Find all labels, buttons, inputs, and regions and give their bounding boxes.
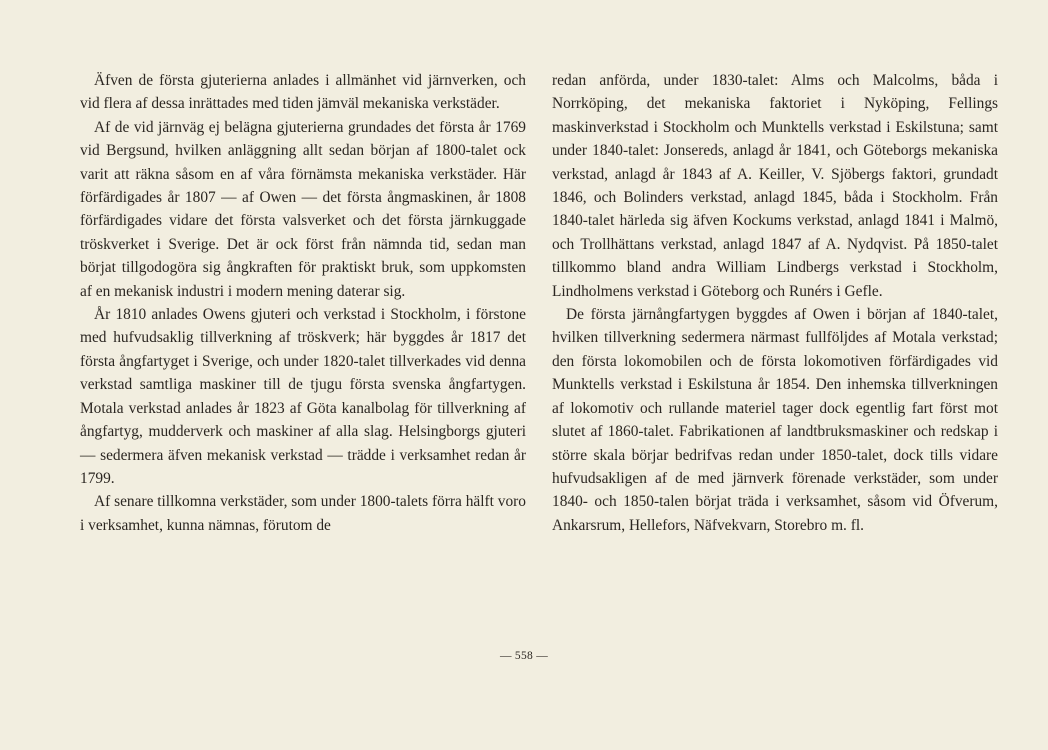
paragraph: Äfven de första gjuterierna anlades i allmänhet vid järnverken, och vid flera af dessa inrättades med tiden jämväl mekaniska verkstäder.: [80, 72, 526, 113]
right-column: [552, 69, 998, 537]
paragraph-continuation: redan anförda, under 1830-talet: Alms och Malcolms, båda i Norrköping, det mekaniska faktoriet i Nyköping, Fellings maskinverkstad i Stockholm och Munktells verkstad i Eskilstuna; samt under 1840-talet: Jonsereds, anlagd år 1841, och Göteborgs mekaniska verkstad, anlagd år 1843 af A. Keiller, V. Sjöbergs faktori, grundadt 1846, och Bolinders verkstad, anlagd 1845, båda i Stockholm. Från 1840-talet härleda sig äfven Kockums verkstad, anlagd 1841 i Malmö, och Trollhättans verkstad, anlagd 1847 af A. Nydqvist. På 1850-talet tillkommo bland andra William Lindbergs verkstad i Stockholm, Lindholmens verkstad i Göteborg och Runérs i Gefle.: [552, 72, 998, 300]
paragraph: Af de vid järnväg ej belägna gjuterierna grundades det första år 1769 vid Bergsund, hvilken anläggning allt sedan början af 1800-talet ock varit att räkna såsom en af våra förnämsta mekaniska verkstäder. Här förfärdigades år 1807 — af Owen — det första ångmaskinen, år 1808 förfärdigades vidare det första valsverket och det första järnkuggade tröskverket i Sverige. Det är ock först från nämnda tid, sedan man börjat tillgodogöra sig ångkraften för praktiskt bruk, som uppkomsten af en mekanisk industri i modern mening daterar sig.: [80, 118, 526, 300]
left-column: [80, 69, 526, 537]
paragraph: Af senare tillkomna verkstäder, som under 1800-talets förra hälft voro i verksamhet, kunna nämnas, förutom de: [80, 493, 526, 534]
paragraph: År 1810 anlades Owens gjuteri och verkstad i Stockholm, i förstone med hufvudsaklig tillverkning af tröskverk; här byggdes år 1817 det första ångfartyget i Sverige, och under 1820-talet tillverkades vid denna verkstad samtliga maskiner till de tjugu första svenska ångfartygen. Motala verkstad anlades år 1823 af Göta kanalbolag för tillverkning af ångfartyg, mudderverk och maskiner af alla slag. Helsingborgs gjuteri — sedermera äfven mekanisk verkstad — trädde i verksamhet redan år 1799.: [80, 306, 526, 487]
paragraph: De första järnångfartygen byggdes af Owen i början af 1840-talet, hvilken tillverkning sedermera närmast fullföljdes af Motala verkstad; den första lokomobilen och de första lokomotiven förfärdigades vid Munktells verkstad i Eskilstuna år 1854. Den inhemska tillverkningen af lokomotiv och rullande materiel tager dock egentlig fart först mot slutet af 1860-talet. Fabrikationen af landtbruksmaskiner och redskap i större skala börjar bedrifvas redan under 1850-talet, dock tills vidare hufvudsakligen af de med järnverk förenade verkstäder, som under 1840- och 1850-talen börjat träda i verksamhet, såsom vid Öfverum, Ankarsrum, Hellefors, Näfvekvarn, Storebro m. fl.: [552, 306, 998, 534]
page-number: — 558 —: [499, 650, 549, 662]
